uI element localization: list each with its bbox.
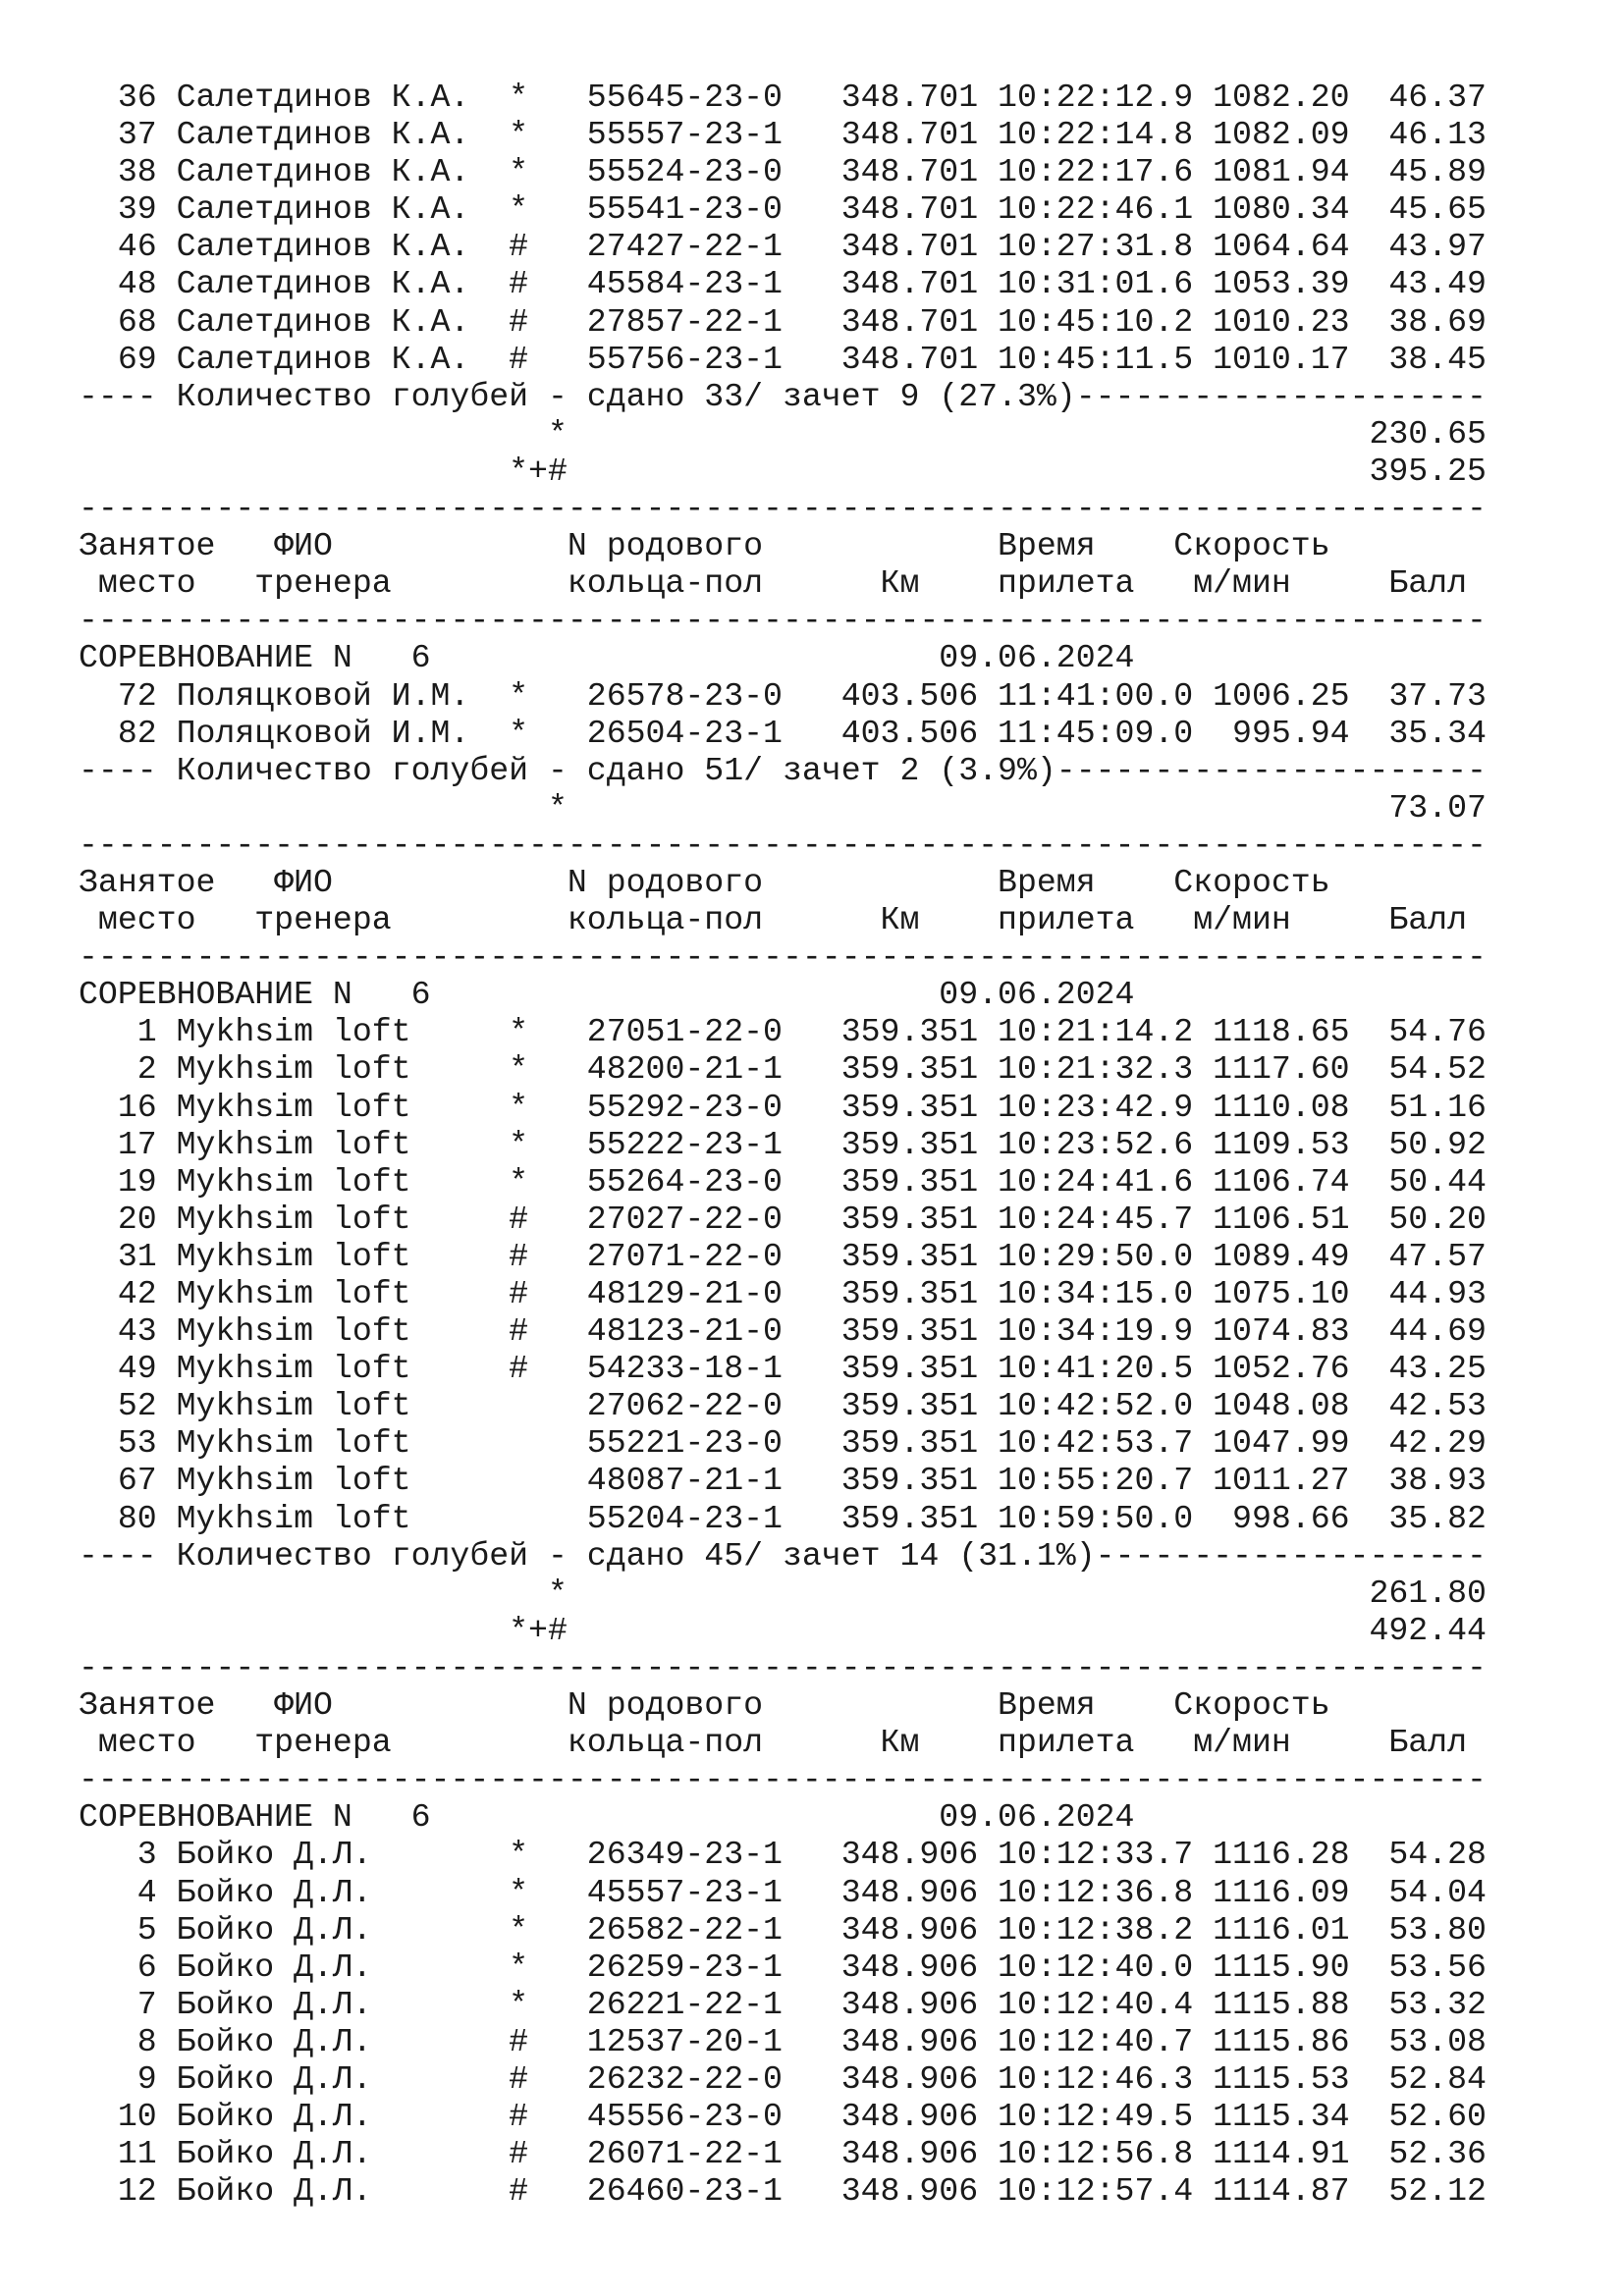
result-row: 5 Бойко Д.Л. * 26582-22-1 348.906 10:12:38.2 1116.01 53.80 [79, 1910, 1487, 1949]
result-row: 20 Mykhsim loft # 27027-22-0 359.351 10:24:45.7 1106.51 50.20 [79, 1200, 1487, 1238]
separator-line: ------------------------------------------------------------------------ [79, 1648, 1487, 1686]
result-row: 7 Бойко Д.Л. * 26221-22-1 348.906 10:12:40.4 1115.88 53.32 [79, 1985, 1487, 2023]
result-row: 8 Бойко Д.Л. # 12537-20-1 348.906 10:12:40.7 1115.86 53.08 [79, 2022, 1487, 2060]
table-header-row-1: Занятое ФИО N родового Время Скорость [79, 1686, 1330, 1725]
result-row: 52 Mykhsim loft 27062-22-0 359.351 10:42:52.0 1048.08 42.53 [79, 1387, 1487, 1425]
pigeon-count-summary: ---- Количество голубей - сдано 45/ зачет 14 (31.1%)-------------------- [79, 1536, 1487, 1575]
separator-line: ------------------------------------------------------------------------ [79, 938, 1487, 977]
result-row: 12 Бойко Д.Л. # 26460-23-1 348.906 10:12:57.4 1114.87 52.12 [79, 2172, 1487, 2211]
result-row: 2 Mykhsim loft * 48200-21-1 359.351 10:21:32.3 1117.60 54.52 [79, 1050, 1487, 1089]
competition-heading: СОРЕВНОВАНИЕ N 6 09.06.2024 [79, 639, 1135, 677]
result-row: 67 Mykhsim loft 48087-21-1 359.351 10:55:20.7 1011.27 38.93 [79, 1462, 1487, 1500]
separator-line: ------------------------------------------------------------------------ [79, 826, 1487, 864]
result-row: 36 Салетдинов К.А. * 55645-23-0 348.701 10:22:12.9 1082.20 46.37 [79, 79, 1487, 116]
separator-line: ------------------------------------------------------------------------ [79, 1761, 1487, 1799]
result-row: 72 Поляцковой И.М. * 26578-23-0 403.506 11:41:00.0 1006.25 37.73 [79, 676, 1487, 715]
table-header-row-1: Занятое ФИО N родового Время Скорость [79, 527, 1330, 565]
score-subtotal: * 261.80 [79, 1574, 1487, 1612]
result-row: 42 Mykhsim loft # 48129-21-0 359.351 10:34:15.0 1075.10 44.93 [79, 1275, 1487, 1312]
result-row: 17 Mykhsim loft * 55222-23-1 359.351 10:23:52.6 1109.53 50.92 [79, 1125, 1487, 1163]
result-row: 11 Бойко Д.Л. # 26071-22-1 348.906 10:12:56.8 1114.91 52.36 [79, 2135, 1487, 2173]
result-row: 16 Mykhsim loft * 55292-23-0 359.351 10:23:42.9 1110.08 51.16 [79, 1088, 1487, 1126]
race-results-printout [79, 79, 1591, 2210]
pigeon-count-summary: ---- Количество голубей - сдано 51/ зачет 2 (3.9%)---------------------- [79, 751, 1487, 789]
score-total: *+# 395.25 [79, 452, 1487, 490]
result-row: 31 Mykhsim loft # 27071-22-0 359.351 10:29:50.0 1089.49 47.57 [79, 1237, 1487, 1275]
result-row: 82 Поляцковой И.М. * 26504-23-1 403.506 11:45:09.0 995.94 35.34 [79, 714, 1487, 752]
score-subtotal: * 73.07 [79, 788, 1487, 827]
result-row: 1 Mykhsim loft * 27051-22-0 359.351 10:21:14.2 1118.65 54.76 [79, 1013, 1487, 1051]
competition-heading: СОРЕВНОВАНИЕ N 6 09.06.2024 [79, 1798, 1135, 1837]
result-row: 37 Салетдинов К.А. * 55557-23-1 348.701 10:22:14.8 1082.09 46.13 [79, 116, 1487, 154]
result-row: 4 Бойко Д.Л. * 45557-23-1 348.906 10:12:36.8 1116.09 54.04 [79, 1873, 1487, 1911]
result-row: 46 Салетдинов К.А. # 27427-22-1 348.701 10:27:31.8 1064.64 43.97 [79, 228, 1487, 266]
separator-line: ------------------------------------------------------------------------ [79, 490, 1487, 528]
result-row: 10 Бойко Д.Л. # 45556-23-0 348.906 10:12:49.5 1115.34 52.60 [79, 2098, 1487, 2136]
result-row: 80 Mykhsim loft 55204-23-1 359.351 10:59:50.0 998.66 35.82 [79, 1499, 1487, 1537]
table-header-row-2: место тренера кольца-пол Км прилета м/мин Балл [79, 1724, 1468, 1762]
result-row: 49 Mykhsim loft # 54233-18-1 359.351 10:41:20.5 1052.76 43.25 [79, 1350, 1487, 1388]
table-header-row-2: место тренера кольца-пол Км прилета м/мин Балл [79, 564, 1468, 603]
result-row: 69 Салетдинов К.А. # 55756-23-1 348.701 10:45:11.5 1010.17 38.45 [79, 340, 1487, 378]
competition-heading: СОРЕВНОВАНИЕ N 6 09.06.2024 [79, 976, 1135, 1014]
table-header-row-2: место тренера кольца-пол Км прилета м/мин Балл [79, 901, 1468, 939]
result-row: 39 Салетдинов К.А. * 55541-23-0 348.701 10:22:46.1 1080.34 45.65 [79, 190, 1487, 229]
result-row: 48 Салетдинов К.А. # 45584-23-1 348.701 10:31:01.6 1053.39 43.49 [79, 265, 1487, 303]
separator-line: ------------------------------------------------------------------------ [79, 602, 1487, 640]
result-row: 53 Mykhsim loft 55221-23-0 359.351 10:42:53.7 1047.99 42.29 [79, 1424, 1487, 1463]
result-row: 38 Салетдинов К.А. * 55524-23-0 348.701 10:22:17.6 1081.94 45.89 [79, 153, 1487, 191]
result-row: 6 Бойко Д.Л. * 26259-23-1 348.906 10:12:40.0 1115.90 53.56 [79, 1948, 1487, 1986]
result-row: 68 Салетдинов К.А. # 27857-22-1 348.701 10:45:10.2 1010.23 38.69 [79, 302, 1487, 341]
result-row: 9 Бойко Д.Л. # 26232-22-0 348.906 10:12:46.3 1115.53 52.84 [79, 2059, 1487, 2098]
table-header-row-1: Занятое ФИО N родового Время Скорость [79, 863, 1330, 901]
score-subtotal: * 230.65 [79, 414, 1487, 453]
pigeon-count-summary: ---- Количество голубей - сдано 33/ зачет 9 (27.3%)--------------------- [79, 377, 1487, 415]
result-row: 19 Mykhsim loft * 55264-23-0 359.351 10:24:41.6 1106.74 50.44 [79, 1162, 1487, 1201]
result-row: 43 Mykhsim loft # 48123-21-0 359.351 10:34:19.9 1074.83 44.69 [79, 1312, 1487, 1351]
score-total: *+# 492.44 [79, 1611, 1487, 1649]
result-row: 3 Бойко Д.Л. * 26349-23-1 348.906 10:12:33.7 1116.28 54.28 [79, 1836, 1487, 1874]
